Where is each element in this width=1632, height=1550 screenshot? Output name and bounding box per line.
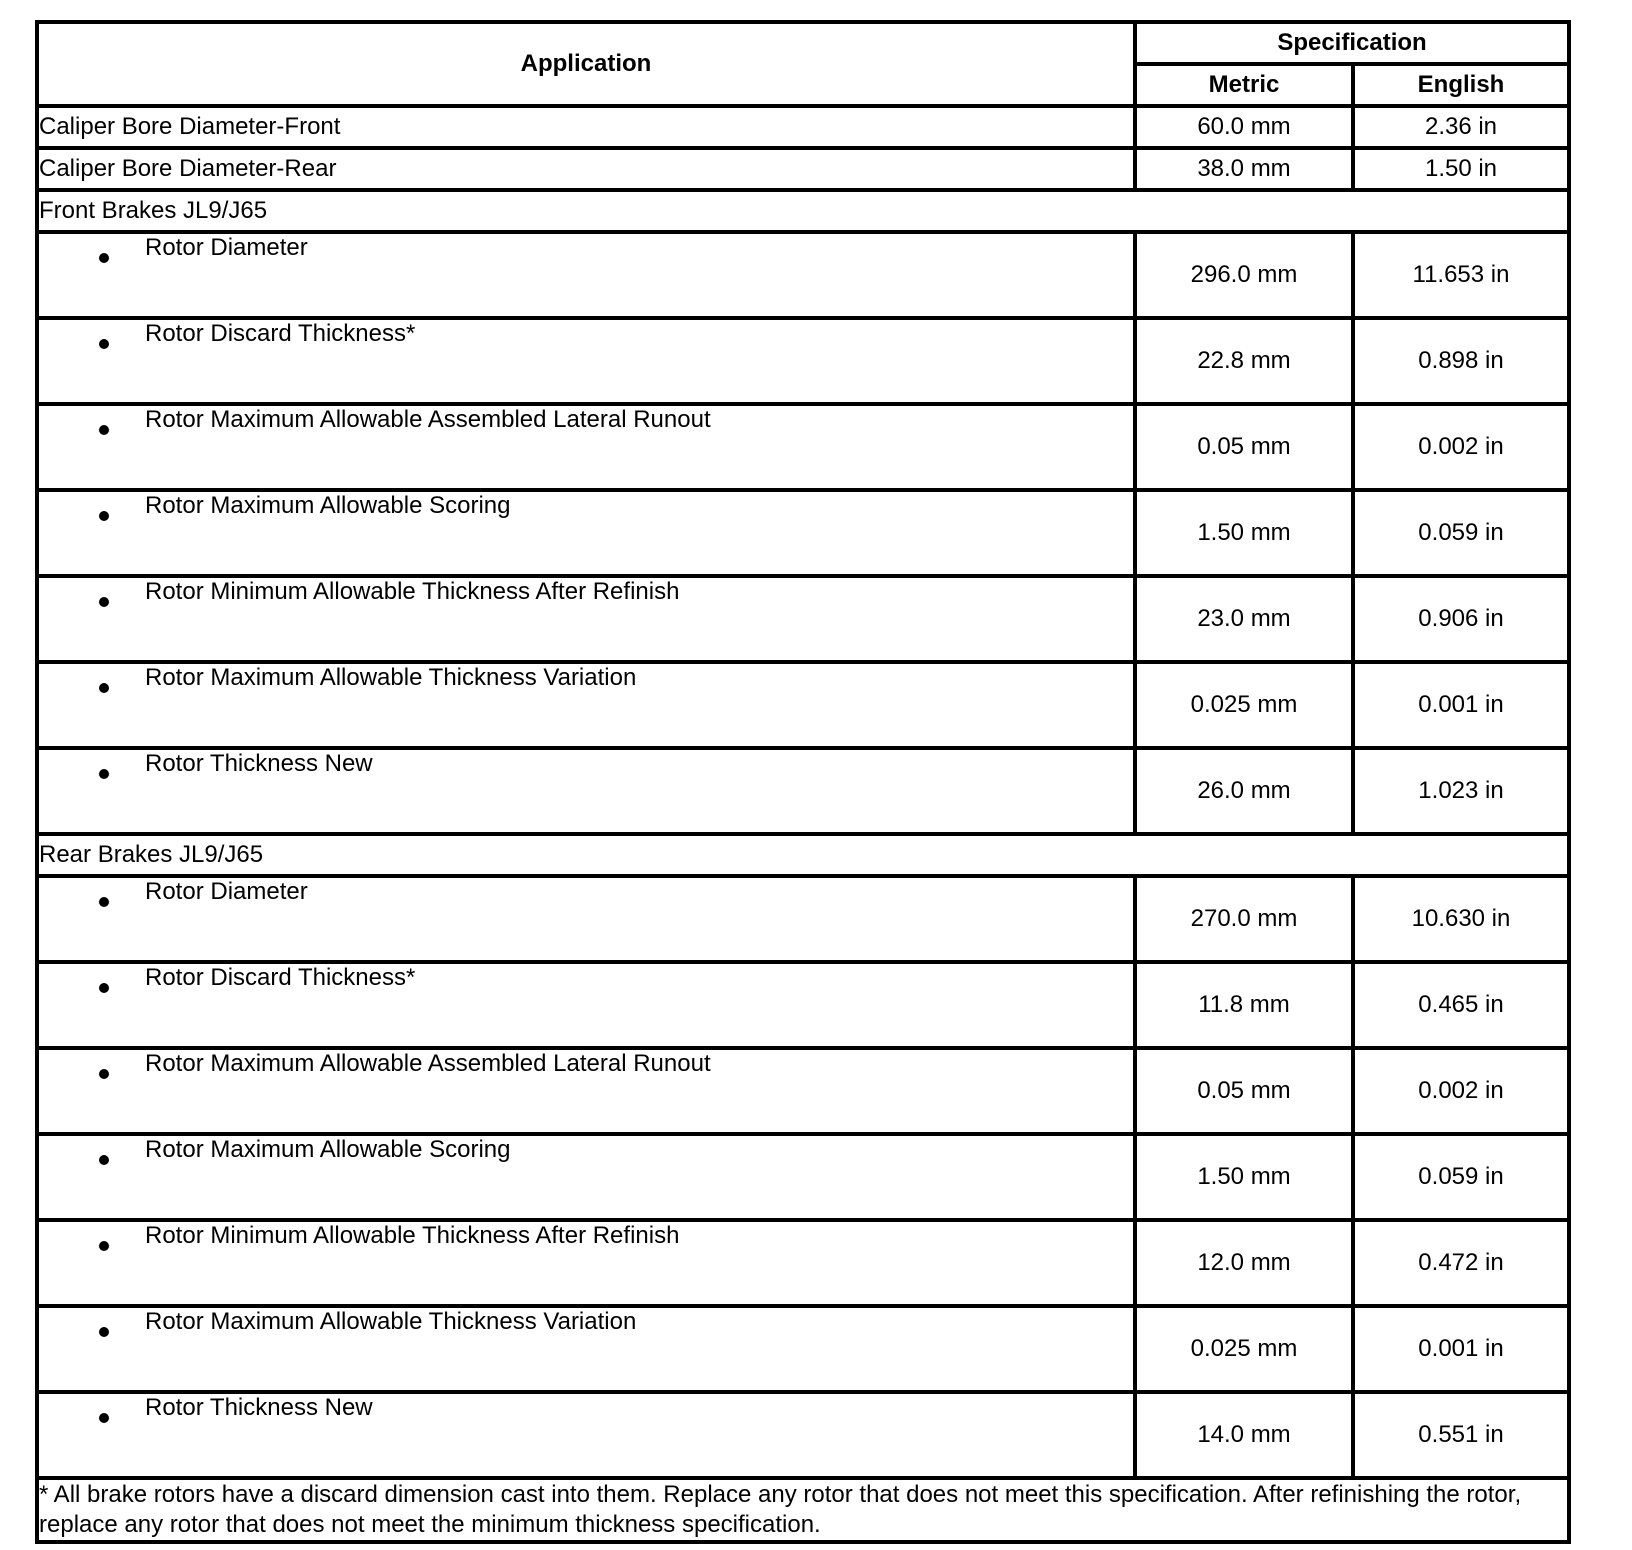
- row-label: Rotor Maximum Allowable Assembled Lateral Runout: [145, 1050, 711, 1077]
- bullet-icon: [99, 1327, 109, 1337]
- metric-cell: 1.50 mm: [1135, 1134, 1353, 1220]
- table-row: [37, 106, 1569, 148]
- row-label: Rotor Maximum Allowable Assembled Lateral Runout: [145, 406, 711, 433]
- table-row: [37, 1048, 1569, 1134]
- application-cell: [37, 1220, 1135, 1306]
- metric-cell: 26.0 mm: [1135, 748, 1353, 834]
- metric-cell: 14.0 mm: [1135, 1392, 1353, 1478]
- footnote: * All brake rotors have a discard dimension cast into them. Replace any rotor that does not meet this specification. After refinishing the rotor, replace any rotor that does not meet the minimum thickness specification.: [37, 1478, 1569, 1542]
- table-row: [37, 1306, 1569, 1392]
- application-header: Application: [37, 22, 1135, 106]
- metric-cell: 270.0 mm: [1135, 876, 1353, 962]
- table-row: [37, 662, 1569, 748]
- metric-cell: 38.0 mm: [1135, 148, 1353, 190]
- row-label: Rotor Minimum Allowable Thickness After Refinish: [145, 1222, 680, 1249]
- english-cell: 2.36 in: [1353, 106, 1569, 148]
- row-label: Rotor Diameter: [145, 878, 308, 905]
- metric-cell: 296.0 mm: [1135, 232, 1353, 318]
- row-label: Rotor Discard Thickness*: [145, 320, 416, 347]
- application-cell: [37, 1392, 1135, 1478]
- application-cell: [37, 748, 1135, 834]
- metric-cell: 0.05 mm: [1135, 404, 1353, 490]
- bullet-icon: [99, 1069, 109, 1079]
- brake-specification-table: [35, 20, 1571, 1544]
- bullet-icon: [99, 253, 109, 263]
- metric-cell: 1.50 mm: [1135, 490, 1353, 576]
- footnote-row: [37, 1478, 1569, 1542]
- row-label: Rotor Minimum Allowable Thickness After Refinish: [145, 578, 680, 605]
- english-cell: 0.551 in: [1353, 1392, 1569, 1478]
- english-cell: 0.002 in: [1353, 1048, 1569, 1134]
- metric-cell: 22.8 mm: [1135, 318, 1353, 404]
- table-row: [37, 748, 1569, 834]
- english-cell: 0.472 in: [1353, 1220, 1569, 1306]
- table-row: [37, 148, 1569, 190]
- bullet-icon: [99, 769, 109, 779]
- bullet-icon: [99, 1413, 109, 1423]
- table-row: [37, 576, 1569, 662]
- bullet-icon: [99, 983, 109, 993]
- row-label: Rotor Thickness New: [145, 750, 373, 777]
- application-cell: [37, 662, 1135, 748]
- application-cell: [37, 576, 1135, 662]
- english-cell: 0.001 in: [1353, 662, 1569, 748]
- table-row: [37, 876, 1569, 962]
- application-cell: [37, 962, 1135, 1048]
- english-cell: 0.465 in: [1353, 962, 1569, 1048]
- bullet-icon: [99, 511, 109, 521]
- application-cell: [37, 1048, 1135, 1134]
- application-cell: [37, 490, 1135, 576]
- table-row: [37, 318, 1569, 404]
- application-cell: [37, 318, 1135, 404]
- table-row: [37, 1134, 1569, 1220]
- application-cell: [37, 404, 1135, 490]
- application-cell: [37, 1306, 1135, 1392]
- bullet-icon: [99, 597, 109, 607]
- bullet-icon: [99, 425, 109, 435]
- section-title-rear: Rear Brakes JL9/J65: [37, 834, 1569, 876]
- bullet-icon: [99, 339, 109, 349]
- metric-cell: 0.025 mm: [1135, 662, 1353, 748]
- english-cell: 1.023 in: [1353, 748, 1569, 834]
- metric-cell: 0.05 mm: [1135, 1048, 1353, 1134]
- section-row-rear: [37, 834, 1569, 876]
- english-cell: 0.002 in: [1353, 404, 1569, 490]
- table-row: [37, 962, 1569, 1048]
- bullet-icon: [99, 683, 109, 693]
- table-row: [37, 490, 1569, 576]
- row-label: Rotor Diameter: [145, 234, 308, 261]
- row-label: Rotor Maximum Allowable Scoring: [145, 492, 511, 519]
- table-row: [37, 1392, 1569, 1478]
- english-cell: 0.059 in: [1353, 1134, 1569, 1220]
- english-cell: 1.50 in: [1353, 148, 1569, 190]
- english-cell: 0.059 in: [1353, 490, 1569, 576]
- specification-header: Specification: [1135, 22, 1569, 64]
- row-label: Rotor Discard Thickness*: [145, 964, 416, 991]
- bullet-icon: [99, 1155, 109, 1165]
- english-cell: 11.653 in: [1353, 232, 1569, 318]
- application-cell: [37, 232, 1135, 318]
- metric-cell: 12.0 mm: [1135, 1220, 1353, 1306]
- row-label: Rotor Thickness New: [145, 1394, 373, 1421]
- bullet-icon: [99, 1241, 109, 1251]
- section-title-front: Front Brakes JL9/J65: [37, 190, 1569, 232]
- application-cell: [37, 876, 1135, 962]
- metric-cell: 23.0 mm: [1135, 576, 1353, 662]
- row-label: Rotor Maximum Allowable Scoring: [145, 1136, 511, 1163]
- row-label: Rotor Maximum Allowable Thickness Variation: [145, 1308, 637, 1335]
- row-label: Rotor Maximum Allowable Thickness Variation: [145, 664, 637, 691]
- section-row-front: [37, 190, 1569, 232]
- bullet-icon: [99, 897, 109, 907]
- table-row: [37, 404, 1569, 490]
- table-row: [37, 1220, 1569, 1306]
- metric-cell: 60.0 mm: [1135, 106, 1353, 148]
- application-cell: Caliper Bore Diameter-Front: [37, 106, 1135, 148]
- english-cell: 10.630 in: [1353, 876, 1569, 962]
- english-header: English: [1353, 64, 1569, 106]
- application-cell: Caliper Bore Diameter-Rear: [37, 148, 1135, 190]
- english-cell: 0.898 in: [1353, 318, 1569, 404]
- metric-header: Metric: [1135, 64, 1353, 106]
- english-cell: 0.001 in: [1353, 1306, 1569, 1392]
- metric-cell: 11.8 mm: [1135, 962, 1353, 1048]
- table-row: [37, 232, 1569, 318]
- english-cell: 0.906 in: [1353, 576, 1569, 662]
- metric-cell: 0.025 mm: [1135, 1306, 1353, 1392]
- application-cell: [37, 1134, 1135, 1220]
